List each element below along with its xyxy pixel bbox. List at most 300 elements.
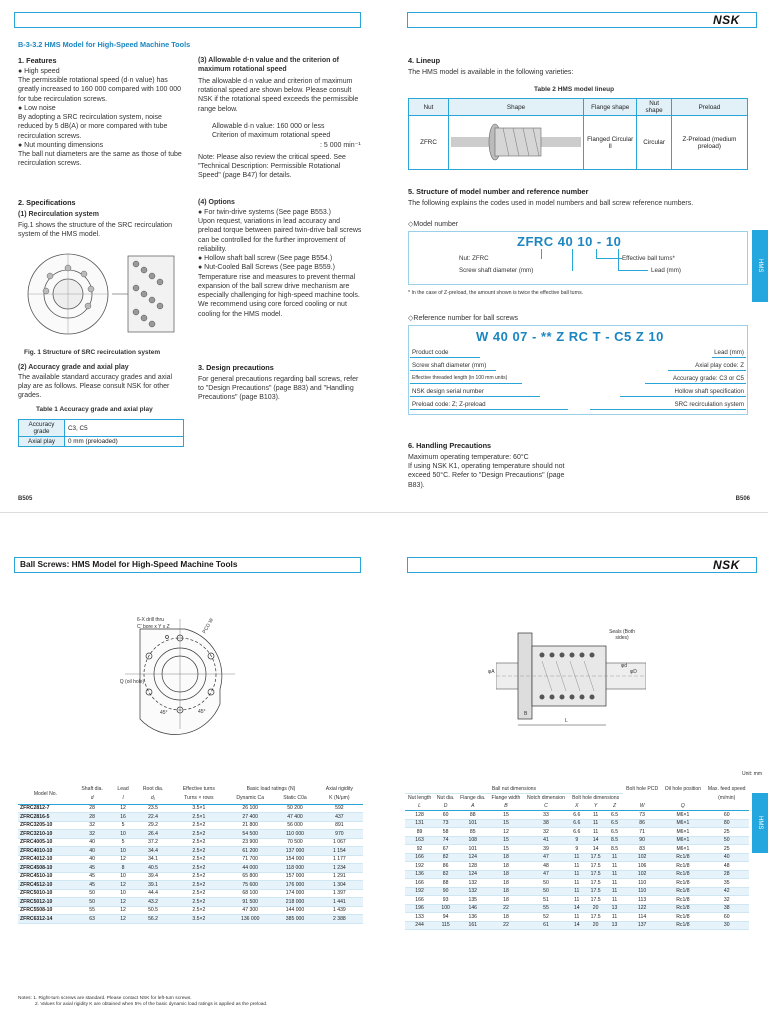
spec-table-left-body	[18, 804, 363, 923]
table-cell: 15	[488, 811, 523, 820]
table-cell: ZFRC4510-10	[18, 872, 73, 881]
table-cell: 6.5	[606, 828, 623, 837]
table-header: Root dia.	[142, 786, 164, 793]
table-cell: 2.5×2	[172, 838, 227, 847]
table-header	[704, 802, 749, 811]
note-line: 2. Values for axial rigidity K are obtained when 5% of the basic dynamic load ratings is applied as the preload.	[35, 1002, 268, 1008]
table-cell: 163	[405, 836, 434, 845]
table-cell: ZFRC5012-10	[18, 898, 73, 907]
table-cell: 9	[568, 836, 585, 845]
table-cell: 85	[457, 828, 488, 837]
table-cell: 1 304	[316, 881, 363, 890]
table-cell: 20	[585, 904, 606, 913]
reference-code: W 40 07 - ** Z RC T - C5 Z 10	[476, 329, 664, 344]
table-row	[405, 836, 749, 845]
table-row	[405, 828, 749, 837]
table-cell: 60	[704, 913, 749, 922]
bottom-spread	[0, 512, 768, 1024]
table-cell: 67	[434, 845, 457, 854]
table-cell: 11	[606, 862, 623, 871]
table-cell: 94	[434, 913, 457, 922]
table-cell: 2.5×1	[172, 813, 227, 822]
table-header: Oil hole position	[664, 786, 701, 793]
drawing-label: 6-X drill thru	[137, 617, 164, 623]
table-header: Turns × rows	[184, 794, 214, 801]
specs-heading: 2. Specifications	[18, 198, 76, 207]
table-cell: 11	[568, 896, 585, 905]
table-cell: 2.5×2	[172, 906, 227, 915]
table-cell: ZFRC4010-10	[18, 847, 73, 856]
table-row	[405, 819, 749, 828]
table-cell: 135	[457, 896, 488, 905]
table-cell: 48	[524, 862, 569, 871]
table-cell: 10	[111, 847, 134, 856]
table-cell: 17.5	[585, 879, 606, 888]
table-cell: M6×1	[661, 836, 704, 845]
table-cell: 34.1	[135, 855, 172, 864]
table-cell: 1 439	[316, 906, 363, 915]
table-cell: 110	[623, 879, 661, 888]
table-header: Nut length	[407, 795, 432, 801]
table-cell: 80	[704, 819, 749, 828]
table-cell: 12	[111, 906, 134, 915]
table-row	[405, 845, 749, 854]
table-header: Effective turns	[182, 786, 215, 793]
table-header: C	[524, 802, 569, 811]
table-cell: 6.5	[606, 819, 623, 828]
table-cell: 17.5	[585, 862, 606, 871]
table-cell: 71	[623, 828, 661, 837]
table-cell: 110	[623, 887, 661, 896]
table-cell: 88	[457, 811, 488, 820]
table-cell: 47	[524, 870, 569, 879]
table-header: D	[434, 802, 457, 811]
dn-note: Note: Please also review the critical speed. See "Technical Description: Permissible Rotational Speed" (page B47) for details.	[198, 154, 346, 180]
table-header	[661, 794, 704, 803]
table-cell: ZFRC2812-7	[18, 804, 73, 813]
table-row	[19, 420, 184, 437]
table-header: Nut dia.	[436, 795, 455, 801]
table-cell: 28	[73, 804, 112, 813]
table-cell: 2 388	[316, 915, 363, 924]
table-cell: 970	[316, 830, 363, 839]
table-cell: 83	[623, 845, 661, 854]
table-cell: Rc1/8	[661, 896, 704, 905]
table-cell: 891	[316, 821, 363, 830]
table-cell: 2.5×2	[172, 830, 227, 839]
table-header: A	[457, 802, 488, 811]
table-header: Shaft dia.	[81, 786, 103, 793]
table-cell: 32	[524, 828, 569, 837]
table-cell: Rc1/8	[661, 870, 704, 879]
table-row	[18, 898, 363, 907]
table-cell: 55	[73, 906, 112, 915]
table-cell: 43.2	[135, 898, 172, 907]
table-cell: 93	[434, 896, 457, 905]
table-row	[18, 864, 363, 873]
table-row	[405, 862, 749, 871]
table-header: (m/min)	[718, 794, 736, 801]
table-row	[18, 881, 363, 890]
structure-heading: 5. Structure of model number and reference number	[408, 187, 589, 196]
spec-table-right	[405, 785, 749, 930]
table-row	[18, 915, 363, 924]
table-row	[18, 804, 363, 813]
model-part: Nut: ZFRC	[459, 255, 489, 262]
left-header-frame	[14, 12, 361, 28]
table-cell: 2.5×2	[172, 881, 227, 890]
table-header-row	[405, 785, 749, 794]
table-header: d₁	[150, 794, 156, 801]
table-cell: 12	[111, 881, 134, 890]
ball-nut-image	[451, 117, 581, 167]
bracket-line	[410, 357, 480, 358]
table-row	[405, 913, 749, 922]
table-cell: C3, C5	[65, 420, 184, 437]
table-cell: 2.5×2	[172, 855, 227, 864]
table-cell: 40	[73, 855, 112, 864]
table-cell: 73	[434, 819, 457, 828]
table-header: B	[488, 802, 523, 811]
table-cell: 132	[457, 887, 488, 896]
handling-text	[408, 453, 578, 490]
table-cell: 132	[457, 879, 488, 888]
table-cell: ZFRC3205-10	[18, 821, 73, 830]
table-cell: 37.2	[135, 838, 172, 847]
lineup-heading: 4. Lineup	[408, 56, 441, 65]
table-cell: ZFRC2816-5	[18, 813, 73, 822]
table-header: Q	[661, 802, 704, 811]
table-cell: 2.5×2	[172, 847, 227, 856]
table-header: Lead	[117, 786, 129, 793]
table-cell: 11	[606, 896, 623, 905]
table-cell: 58	[434, 828, 457, 837]
bracket-line	[410, 396, 540, 397]
table-cell: 88	[434, 879, 457, 888]
features-heading: 1. Features	[18, 56, 57, 65]
table-cell: 13	[606, 904, 623, 913]
accuracy-text: The available standard accuracy grades and axial play are as follows. Please consult NSK for other grades.	[18, 374, 173, 400]
drawing-label: 45°	[160, 710, 168, 716]
features-line: ● High speed	[18, 68, 60, 75]
drawing-label: PCD W	[201, 617, 216, 635]
table-cell: 68 100	[226, 889, 274, 898]
drawing-label: B	[524, 711, 528, 717]
features-line: ● Nut mounting dimensions	[18, 141, 104, 149]
table-cell: 1 177	[316, 855, 363, 864]
design-heading: 3. Design precautions	[198, 363, 274, 372]
table-cell: 12	[111, 898, 134, 907]
options-line: ● Nut-Cooled Ball Screws (See page B559.)	[198, 264, 335, 272]
table-cell: 124	[457, 853, 488, 862]
model-part: Screw shaft diameter (mm)	[459, 267, 534, 274]
table-header: Model No.	[18, 785, 73, 804]
table-cell: 35	[704, 879, 749, 888]
table-cell: 385 000	[274, 915, 316, 924]
table-header: Y	[585, 802, 606, 811]
table-row	[18, 872, 363, 881]
table-row	[405, 904, 749, 913]
table-header: Flange dia.	[460, 795, 486, 801]
table-row	[18, 838, 363, 847]
table-cell: 115	[434, 921, 457, 930]
table-cell: 1 441	[316, 898, 363, 907]
table-cell: 133	[405, 913, 434, 922]
table-cell: 18	[488, 896, 523, 905]
table-cell: 136	[457, 913, 488, 922]
table-cell: 12	[111, 915, 134, 924]
table-cell: ZFRC4508-10	[18, 864, 73, 873]
table-cell: 50.5	[135, 906, 172, 915]
table-cell: 2.5×2	[172, 889, 227, 898]
model-part: Effective ball turns*	[622, 255, 675, 262]
drawing-label: L	[565, 718, 568, 724]
table-cell: 166	[405, 853, 434, 862]
side-tab-hms[interactable]: HMS	[752, 230, 768, 302]
table-cell: 166	[405, 879, 434, 888]
table-cell: 82	[434, 853, 457, 862]
table-cell: 60	[434, 811, 457, 820]
table-cell: 32	[73, 821, 112, 830]
features-line: By adopting a SRC recirculation system, noise reduced by 5 dB(A) or more compared with tube recirculation screws.	[18, 114, 168, 140]
table-row	[405, 811, 749, 820]
table-cell: M6×1	[661, 811, 704, 820]
table-cell: 101	[457, 845, 488, 854]
table-cell: 10	[111, 830, 134, 839]
table-cell: 11	[585, 828, 606, 837]
side-tab-hms-bottom[interactable]: HMS	[752, 793, 768, 853]
page-number-left: B505	[18, 496, 33, 502]
table-header: d	[90, 794, 94, 801]
drawing-label: Seals (Both sides)	[609, 629, 635, 641]
handling-line: Maximum operating temperature: 60°C	[408, 454, 529, 461]
reference-label: ◇Reference number for ball screws	[408, 315, 519, 322]
right-header-frame	[407, 12, 757, 28]
table-cell: 47 400	[274, 813, 316, 822]
table-cell: 192	[405, 887, 434, 896]
lineup-text: The HMS model is available in the following varieties:	[408, 69, 574, 76]
table-cell: 100	[434, 904, 457, 913]
table-row	[18, 889, 363, 898]
table-cell: 45	[73, 872, 112, 881]
table-cell: 192	[405, 862, 434, 871]
table-cell: 15	[488, 819, 523, 828]
features-line: ● Low noise	[18, 104, 56, 112]
table-cell: 1 234	[316, 864, 363, 873]
table-cell: Rc1/8	[661, 862, 704, 871]
table-header-row	[409, 99, 748, 116]
accuracy-heading: (2) Accuracy grade and axial play	[18, 364, 129, 371]
bracket-line	[668, 370, 746, 371]
table-cell: 5	[111, 821, 134, 830]
table-cell: 154 000	[274, 855, 316, 864]
table-cell: 3.5×1	[172, 804, 227, 813]
table-cell: 40	[704, 853, 749, 862]
spec-table-left	[18, 785, 363, 924]
table-cell: 48	[704, 862, 749, 871]
src-recirculation-figure	[20, 248, 182, 340]
table-cell: 124	[457, 870, 488, 879]
table-cell: 22	[488, 921, 523, 930]
table-cell: 6.6	[568, 819, 585, 828]
table-cell: 10	[111, 889, 134, 898]
table-cell: 61 200	[226, 847, 274, 856]
table-row	[18, 855, 363, 864]
options-line: Upon request, variations in lead accuracy and preload torque between paired twin-drive ball screws can be controlled for the further improvement of reliability.	[198, 218, 362, 253]
table-cell: 91 500	[226, 898, 274, 907]
table-cell: 27 400	[226, 813, 274, 822]
handling-heading: 6. Handling Precautions	[408, 441, 492, 450]
bracket-line	[572, 249, 573, 271]
table-cell: 44 000	[226, 864, 274, 873]
table-cell: 17.5	[585, 887, 606, 896]
table-cell: 6.6	[568, 828, 585, 837]
table-cell: 101	[457, 819, 488, 828]
table-header-row	[18, 785, 363, 794]
options-heading: (4) Options	[198, 199, 235, 206]
reference-left-label: NSK design serial number	[412, 388, 484, 395]
drawing-label: 45°	[198, 709, 206, 715]
table-cell: 17.5	[585, 870, 606, 879]
table-cell: 90	[623, 836, 661, 845]
model-number-label: ◇Model number	[408, 221, 459, 228]
table-cell: 12	[111, 855, 134, 864]
table-cell: 65 800	[226, 872, 274, 881]
table-cell: 50	[704, 836, 749, 845]
table-cell: 1 154	[316, 847, 363, 856]
table-cell: 11	[568, 862, 585, 871]
table-header: Z	[606, 802, 623, 811]
table-cell: 39.1	[135, 881, 172, 890]
model-part: Lead (mm)	[651, 267, 681, 274]
bracket-line	[410, 409, 568, 410]
table-cell: 14	[585, 836, 606, 845]
bracket-line	[410, 370, 496, 371]
dn-heading: (3) Allowable d·n value and the criterion of maximum rotational speed	[198, 57, 339, 74]
table-cell: 11	[606, 913, 623, 922]
lineup-table	[408, 98, 748, 170]
table-cell: 1 067	[316, 838, 363, 847]
table-cell: 11	[606, 853, 623, 862]
table-cell: 54 500	[226, 830, 274, 839]
drawing-label: C' bore x Y x Z	[137, 624, 170, 630]
table-cell: 50	[524, 879, 569, 888]
table-cell: 137 000	[274, 847, 316, 856]
table-cell: 12	[488, 828, 523, 837]
table-cell: 106	[623, 862, 661, 871]
table-header: L	[405, 802, 434, 811]
table-cell: ZFRC4005-10	[18, 838, 73, 847]
table-cell: 110 000	[274, 830, 316, 839]
table-cell: 40	[73, 847, 112, 856]
table-cell: 38	[524, 819, 569, 828]
table-cell: 11	[606, 870, 623, 879]
table-cell: 90	[434, 887, 457, 896]
table-cell: 71 700	[226, 855, 274, 864]
table-cell: 44.4	[135, 889, 172, 898]
bottom-title: Ball Screws: HMS Model for High-Speed Machine Tools	[20, 559, 238, 569]
reference-left-label: Effective threaded length (in 100 mm units)	[412, 375, 508, 381]
table-cell: 11	[568, 853, 585, 862]
table-cell: 11	[568, 879, 585, 888]
table-cell: 3.5×2	[172, 915, 227, 924]
table-cell: 26 100	[226, 804, 274, 813]
table-cell: Rc1/8	[661, 853, 704, 862]
table-cell: Z-Preload (medium preload)	[671, 116, 747, 170]
table-cell: 161	[457, 921, 488, 930]
bracket-line	[590, 409, 746, 410]
table-cell: 40.5	[135, 864, 172, 873]
options-line: ● Hollow shaft ball screw (See page B554.)	[198, 255, 333, 263]
table-cell: 41	[524, 836, 569, 845]
table-cell: 25	[704, 845, 749, 854]
table-cell: 144 000	[274, 906, 316, 915]
table-cell: 28	[704, 870, 749, 879]
table-cell: 2.5×2	[172, 898, 227, 907]
table-cell: 17.5	[585, 896, 606, 905]
table-cell: 14	[568, 904, 585, 913]
table-cell: Rc1/8	[661, 879, 704, 888]
options-line: Temperature rise and measures to prevent thermal expansion of the ball screw drive mechanism are especially challenging for high-speed machine tools. We recommend using core forced cooling or nut cooling for the HMS model.	[198, 273, 360, 318]
table-cell: 26.4	[135, 830, 172, 839]
table-cell: 1 397	[316, 889, 363, 898]
options-text	[198, 208, 364, 319]
table-cell: 18	[488, 862, 523, 871]
dn-text: The allowable d·n value and criterion of maximum rotational speed are shown below. Please consult NSK if the rotational speed exceeds the permissible range below.	[198, 78, 359, 113]
table-cell: 11	[585, 819, 606, 828]
table-cell: 218 000	[274, 898, 316, 907]
options-line: ● For twin-drive systems (See page B553.)	[198, 209, 331, 216]
table-cell: 196	[405, 904, 434, 913]
dn-criterion: Criterion of maximum rotational speed	[212, 132, 331, 139]
table-cell: 50	[524, 887, 569, 896]
reference-right-label: Lead (mm)	[714, 349, 744, 356]
table-row	[19, 437, 184, 447]
dn-value: Allowable d·n value: 160 000 or less	[212, 123, 325, 130]
table-cell: 89	[405, 828, 434, 837]
table-header: Flange width	[491, 795, 521, 801]
table-cell: 55	[524, 904, 569, 913]
table-row	[18, 813, 363, 822]
table-cell: 102	[623, 853, 661, 862]
table-cell: 128	[405, 811, 434, 820]
table-cell: 136	[405, 870, 434, 879]
table-cell: 166	[405, 896, 434, 905]
table-cell: ZFRC	[409, 116, 449, 170]
table-cell: 114	[623, 913, 661, 922]
table-cell: 118 000	[274, 864, 316, 873]
table-cell: 45	[73, 864, 112, 873]
drawing-label: φA	[488, 669, 495, 675]
table-header-row	[405, 802, 749, 811]
table-cell: 50 200	[274, 804, 316, 813]
table-cell: 56 000	[274, 821, 316, 830]
table-cell: 8	[111, 864, 134, 873]
notes	[18, 996, 267, 1009]
table-cell: Circular	[637, 116, 671, 170]
recirc-text: Fig.1 shows the structure of the SRC recirculation system of the HMS model.	[18, 222, 173, 239]
table-cell: 74	[434, 836, 457, 845]
table-cell: 14	[585, 845, 606, 854]
table-cell: 15	[488, 845, 523, 854]
table-cell: 17.5	[585, 853, 606, 862]
table-cell: 18	[488, 887, 523, 896]
table-row	[18, 847, 363, 856]
table-cell: 33	[524, 811, 569, 820]
spec-table-right-body	[405, 811, 749, 930]
table-cell: 174 000	[274, 889, 316, 898]
table-cell: 60	[704, 811, 749, 820]
